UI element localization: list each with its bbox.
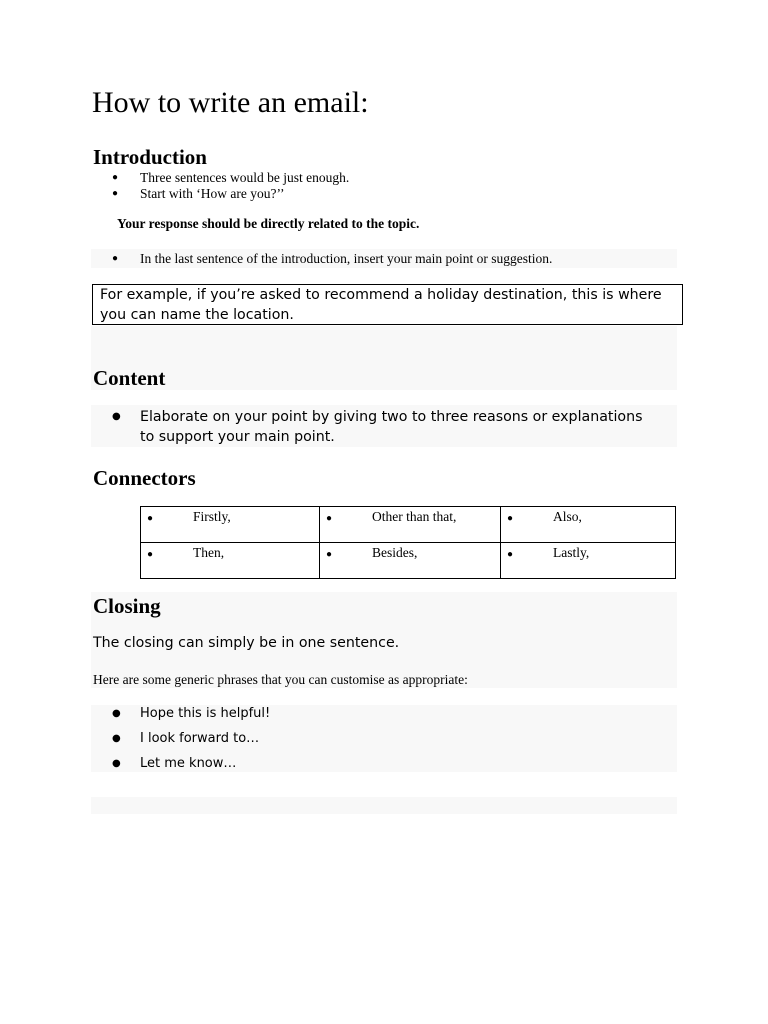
list-item — [112, 701, 270, 726]
list-item — [112, 726, 259, 751]
cell-text: Other than that, — [372, 509, 457, 524]
cell-text: Firstly, — [193, 509, 231, 524]
list-item-text: Hope this is helpful! — [140, 706, 271, 721]
cell-text: Besides, — [372, 545, 418, 560]
page-title: How to write an email: — [92, 86, 369, 119]
shade-bottom — [91, 797, 677, 814]
cell-text: Also, — [553, 509, 582, 524]
connectors-table — [140, 506, 676, 579]
list-item-text: Three sentences would be just enough. — [140, 170, 350, 185]
table-row — [141, 543, 676, 579]
example-box: For example, if you’re asked to recommend a holiday destination, this is where you can name the location. — [92, 284, 683, 325]
list-item — [112, 407, 652, 447]
bullet-icon: ● — [112, 188, 119, 199]
bullet-icon: ● — [112, 172, 119, 183]
list-item-text: I look forward to… — [140, 731, 260, 746]
list-item — [112, 186, 284, 202]
closing-line-2: Here are some generic phrases that you can customise as appropriate: — [93, 672, 468, 687]
cell-text: Then, — [193, 545, 225, 560]
shade-after-box — [91, 326, 677, 390]
bullet-icon: ● — [147, 513, 154, 524]
list-item-text: In the last sentence of the introduction, insert your main point or suggestion. — [140, 251, 553, 266]
bullet-icon: ● — [112, 411, 121, 422]
bullet-icon: ● — [112, 253, 119, 264]
heading-introduction: Introduction — [93, 145, 207, 169]
closing-line-1: The closing can simply be in one sentence. — [93, 635, 400, 651]
bullet-icon: ● — [507, 549, 514, 560]
heading-content: Content — [93, 366, 166, 390]
bullet-icon: ● — [326, 513, 333, 524]
list-item — [112, 170, 349, 186]
list-item-text: Elaborate on your point by giving two to three reasons or explanations to support your main point. — [140, 409, 643, 445]
table-row — [141, 507, 676, 543]
bullet-icon: ● — [147, 549, 154, 560]
bullet-icon: ● — [112, 708, 121, 719]
cell-text: Lastly, — [553, 545, 590, 560]
bullet-icon: ● — [507, 513, 514, 524]
list-item — [112, 751, 236, 776]
table-cell — [141, 507, 320, 543]
intro-note: Your response should be directly related to the topic. — [117, 216, 420, 231]
table-cell — [320, 507, 501, 543]
list-item-text: Let me know… — [140, 756, 237, 771]
table-cell — [501, 543, 676, 579]
heading-closing: Closing — [93, 594, 161, 618]
list-item — [112, 251, 552, 267]
bullet-icon: ● — [112, 733, 121, 744]
bullet-icon: ● — [112, 758, 121, 769]
table-cell — [501, 507, 676, 543]
list-item-text: Start with ‘How are you?’’ — [140, 186, 285, 201]
table-cell — [141, 543, 320, 579]
heading-connectors: Connectors — [93, 466, 196, 490]
bullet-icon: ● — [326, 549, 333, 560]
table-cell — [320, 543, 501, 579]
